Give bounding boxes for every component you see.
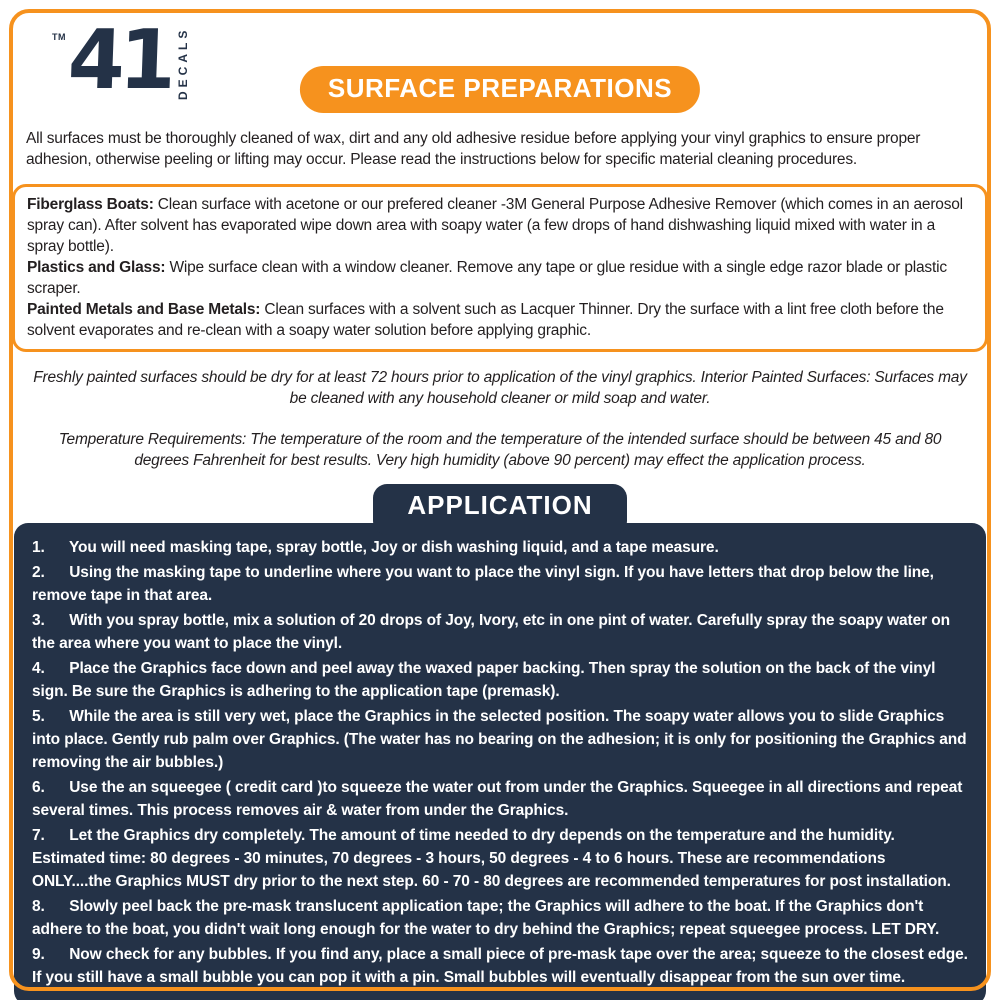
step-number: 5.: [32, 708, 45, 725]
step-text: Use the an squeegee ( credit card )to squeeze the water out from under the Graphics. Squeegee in all directions and repeat several times. This process removes air & water from under the Graphics.: [32, 779, 963, 819]
application-step: [32, 705, 968, 774]
step-number: 2.: [32, 564, 45, 581]
step-number: 1.: [32, 539, 45, 556]
step-text: Slowly peel back the pre-mask translucent application tape; the Graphics will adhere to the boat. If the Graphics don't adhere to the boat, you didn't wait long enough for the water to dry behind the Graphics; repeat squeegee process. LET DRY.: [32, 898, 940, 938]
painted-metals-text: Clean surfaces with a solvent such as Lacquer Thinner. Dry the surface with a lint free cloth before the solvent evaporates and re-clean with a soapy water solution before applying graphic.: [27, 301, 944, 339]
application-step: [32, 561, 968, 607]
application-step: [32, 657, 968, 703]
step-number: 8.: [32, 898, 45, 915]
plastics-glass-lead: Plastics and Glass:: [27, 259, 166, 276]
application-step: [32, 895, 968, 941]
step-text: Now check for any bubbles. If you find any, place a small piece of pre-mask tape over the area; squeeze to the closest edge. If you still have a small bubble you can pop it with a pin. Small bubbles will eventually disappear from the sun over time.: [32, 946, 968, 986]
cleaning-procedures-box: [12, 184, 988, 352]
step-number: 6.: [32, 779, 45, 796]
application-badge: APPLICATION: [373, 484, 626, 535]
fiberglass-boats-text: Clean surface with acetone or our prefered cleaner -3M General Purpose Adhesive Remover (which comes in an aerosol spray can). After solvent has evaporated wipe down area with soapy water (a few drops of hand dishwashing liquid mixed with water in a spray bottle).: [27, 196, 963, 255]
fiberglass-boats-item: [27, 194, 973, 257]
step-text: Using the masking tape to underline where you want to place the vinyl sign. If you have letters that drop below the line, remove tape in that area.: [32, 564, 934, 604]
painted-metals-item: [27, 299, 973, 341]
step-number: 7.: [32, 827, 45, 844]
step-text: You will need masking tape, spray bottle, Joy or dish washing liquid, and a tape measure.: [68, 539, 719, 556]
application-steps-box: [14, 523, 986, 1000]
application-step: [32, 776, 968, 822]
trademark-symbol: TM: [52, 32, 66, 42]
plastics-glass-item: [27, 257, 973, 299]
step-text: Let the Graphics dry completely. The amount of time needed to dry depends on the temperature and the humidity. Estimated time: 80 degrees - 30 minutes, 70 degrees - 3 hours, 50 degrees - 4 to 6 hours. These are recommendations ONLY....the Graphics MUST dry prior to the next step. 60 - 70 - 80 degrees are recommended temperatures for post installation.: [32, 827, 951, 890]
surface-preparations-badge: SURFACE PREPARATIONS: [300, 66, 700, 113]
step-text: Place the Graphics face down and peel away the waxed paper backing. Then spray the solution on the back of the vinyl sign. Be sure the Graphics is adhering to the application tape (premask).: [32, 660, 936, 700]
brand-logo: [52, 13, 191, 108]
freshly-painted-note: Freshly painted surfaces should be dry for at least 72 hours prior to application of the vinyl graphics. Interior Painted Surfaces: Surfaces may be cleaned with any household cleaner or mild soap and water.: [33, 369, 967, 407]
application-step: [32, 609, 968, 655]
step-number: 9.: [32, 946, 45, 963]
step-number: 3.: [32, 612, 45, 629]
painted-metals-lead: Painted Metals and Base Metals:: [27, 301, 261, 318]
application-step: [32, 536, 968, 559]
temperature-requirements-note: Temperature Requirements: The temperature of the room and the temperature of the intended surface should be between 45 and 80 degrees Fahrenheit for best results. Very high humidity (above 90 percent) may effect the application process.: [58, 431, 942, 469]
plastics-glass-text: Wipe surface clean with a window cleaner. Remove any tape or glue residue with a single edge razor blade or plastic scraper.: [27, 259, 947, 297]
fiberglass-boats-lead: Fiberglass Boats:: [27, 196, 154, 213]
logo-number: 41: [66, 13, 172, 108]
application-step: [32, 824, 968, 893]
step-text: While the area is still very wet, place the Graphics in the selected position. The soapy water allows you to slide Graphics into place. Gently rub palm over Graphics. (The water has no bearing on the adhesion; it is only for positioning the Graphics and removing the air bubbles.): [32, 708, 967, 771]
logo-vertical-text: DECALS: [176, 26, 191, 100]
step-text: With you spray bottle, mix a solution of 20 drops of Joy, Ivory, etc in one pint of water. Carefully spray the soapy water on the area where you want to place the vinyl.: [32, 612, 951, 652]
application-step: [32, 943, 968, 989]
intro-paragraph: All surfaces must be thoroughly cleaned of wax, dirt and any old adhesive residue before applying your vinyl graphics to ensure proper adhesion, otherwise peeling or lifting may occur. Please read the instructions below for specific material cleaning procedures.: [26, 130, 921, 168]
step-number: 4.: [32, 660, 45, 677]
header: [0, 0, 1000, 118]
